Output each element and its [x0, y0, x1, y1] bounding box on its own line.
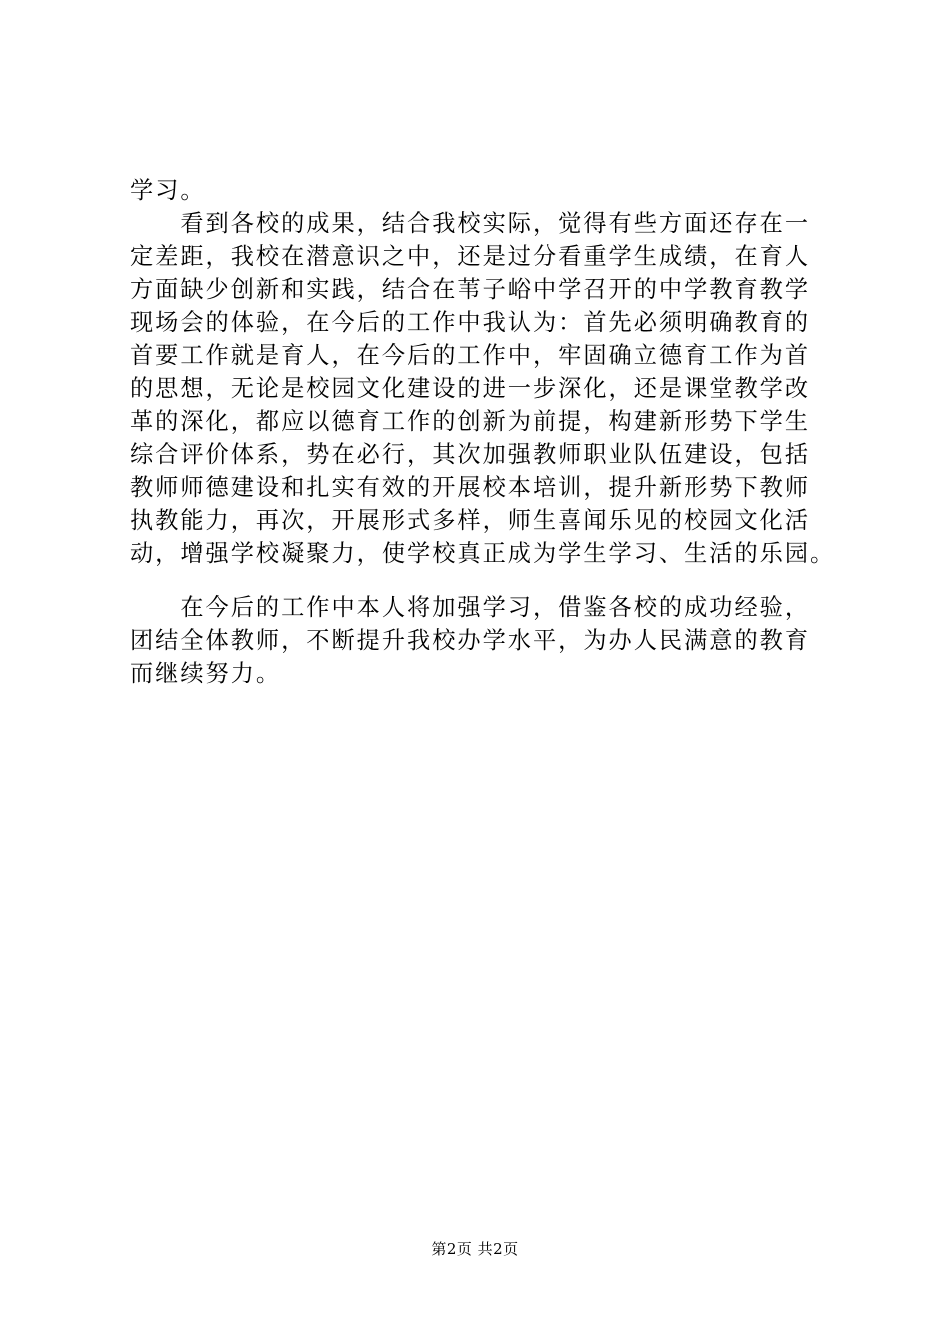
text-line-1: 学习。: [130, 177, 206, 204]
text-line-2: 看到各校的成果，结合我校实际，觉得有些方面还存在一: [130, 210, 811, 237]
text-line-15: 而继续努力。: [130, 660, 282, 687]
text-line-10: 教师师德建设和扎实有效的开展校本培训，提升新形势下教师: [130, 474, 811, 501]
text-line-3: 定差距，我校在潜意识之中，还是过分看重学生成绩，在育人: [130, 243, 811, 270]
text-line-12: 动，增强学校凝聚力，使学校真正成为学生学习、生活的乐园。: [130, 540, 836, 567]
text-line-4: 方面缺少创新和实践，结合在苇子峪中学召开的中学教育教学: [130, 276, 811, 303]
text-line-7: 的思想，无论是校园文化建设的进一步深化，还是课堂教学改: [130, 375, 811, 402]
text-line-13: 在今后的工作中本人将加强学习，借鉴各校的成功经验，: [130, 594, 811, 621]
text-line-14: 团结全体教师，不断提升我校办学水平，为办人民满意的教育: [130, 627, 811, 654]
text-line-9: 综合评价体系，势在必行，其次加强教师职业队伍建设，包括: [130, 441, 811, 468]
page-number-footer: 第2页 共2页: [431, 1240, 519, 1258]
text-line-6: 首要工作就是育人，在今后的工作中，牢固确立德育工作为首: [130, 342, 811, 369]
text-line-5: 现场会的体验，在今后的工作中我认为：首先必须明确教育的: [130, 309, 811, 336]
text-line-11: 执教能力，再次，开展形式多样，师生喜闻乐见的校园文化活: [130, 507, 811, 534]
text-line-8: 革的深化，都应以德育工作的创新为前提，构建新形势下学生: [130, 408, 811, 435]
